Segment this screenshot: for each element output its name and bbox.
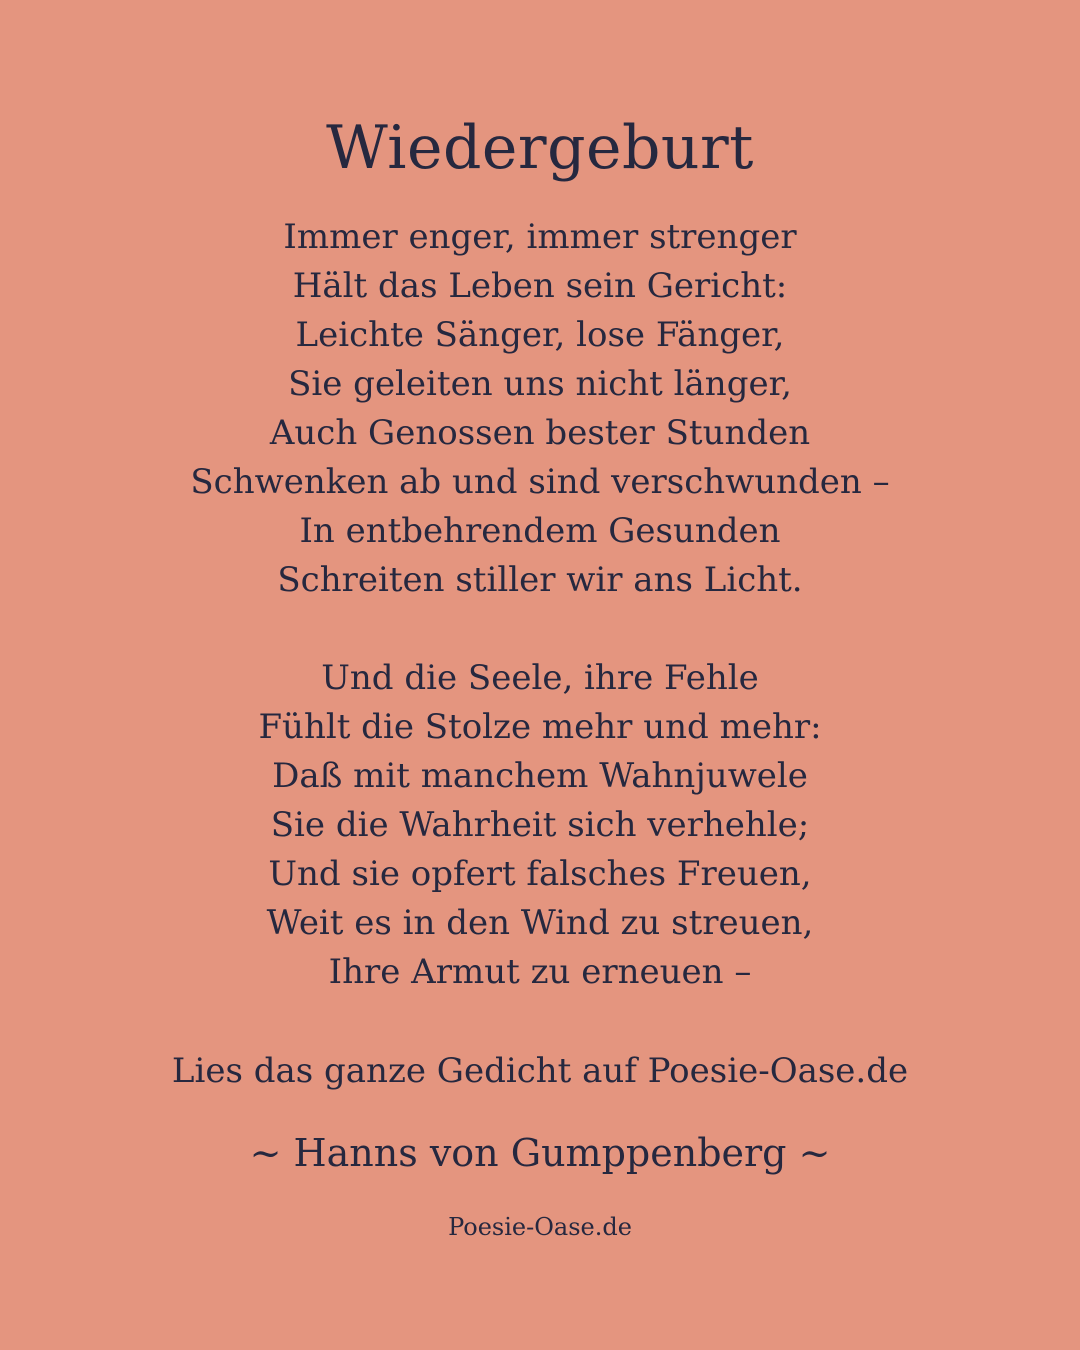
poem-title: Wiedergeburt (326, 113, 754, 183)
author-name: ~ Hanns von Gumppenberg ~ (249, 1131, 831, 1175)
site-watermark: Poesie-Oase.de (448, 1213, 632, 1241)
poem-line: Schwenken ab und sind verschwunden – (190, 462, 890, 502)
poem-line: Leichte Sänger, lose Fänger, (295, 315, 785, 355)
poem-line: Immer enger, immer strenger (283, 217, 797, 257)
poem-line: In entbehrendem Gesunden (299, 511, 781, 551)
poem-line: Und sie opfert falsches Freuen, (268, 854, 812, 894)
poem-line: Sie geleiten uns nicht länger, (288, 364, 792, 404)
poem-line: Ihre Armut zu erneuen – (328, 952, 752, 992)
poem-line: Weit es in den Wind zu streuen, (266, 903, 814, 943)
poem-line: Schreiten stiller wir ans Licht. (277, 560, 803, 600)
poem-line: Auch Genossen bester Stunden (269, 413, 811, 453)
poem-line: Fühlt die Stolze mehr und mehr: (258, 707, 822, 747)
stanza-2 (0, 654, 1080, 997)
poem-line: Daß mit manchem Wahnjuwele (272, 756, 808, 796)
stanza-1 (0, 213, 1080, 605)
poem-line: Sie die Wahrheit sich verhehle; (270, 805, 810, 845)
poem-line: Und die Seele, ihre Fehle (321, 658, 759, 698)
poem-line: Hält das Leben sein Gericht: (292, 266, 788, 306)
read-full-poem-text: Lies das ganze Gedicht auf Poesie-Oase.de (171, 1051, 909, 1091)
